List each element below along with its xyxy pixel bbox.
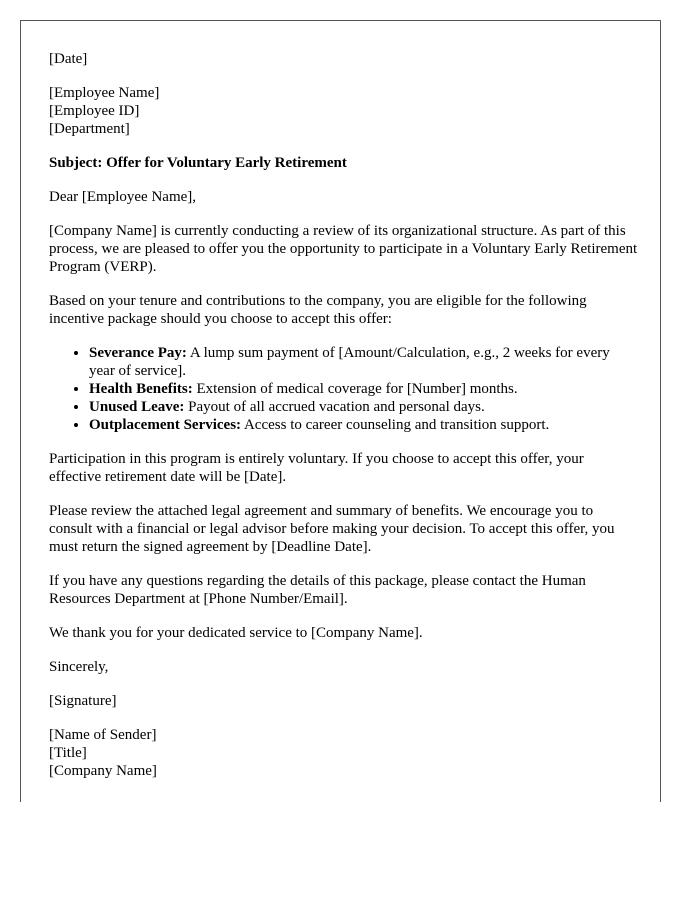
benefit-text: A lump sum payment of [Amount/Calculation, e.g., 2 weeks for every year of service]. xyxy=(89,345,610,379)
recipient-department: [Department] xyxy=(49,121,130,137)
benefit-title: Health Benefits: xyxy=(89,381,193,397)
benefit-title: Unused Leave: xyxy=(89,399,185,415)
benefits-list xyxy=(49,344,639,434)
benefit-text: Payout of all accrued vacation and personal days. xyxy=(184,399,485,415)
paragraph-voluntary: Participation in this program is entirely voluntary. If you choose to accept this offer, your effective retirement date will be [Date]. xyxy=(49,451,584,485)
paragraph-review: Please review the attached legal agreement and summary of benefits. We encourage you to consult with a financial or legal advisor before making your decision. To accept this offer, you must return the signed agreement by [Deadline Date]. xyxy=(49,503,615,555)
letter-subject: Subject: Offer for Voluntary Early Retirement xyxy=(49,155,347,171)
benefit-text: Access to career counseling and transition support. xyxy=(241,417,550,433)
letter-page xyxy=(20,20,661,802)
paragraph-contact: If you have any questions regarding the details of this package, please contact the Human Resources Department at [Phone Number/Email]. xyxy=(49,573,586,607)
paragraph-intro: [Company Name] is currently conducting a review of its organizational structure. As part of this process, we are pleased to offer you the opportunity to participate in a Voluntary Early Retirement Program (VERP). xyxy=(49,223,638,275)
recipient-id: [Employee ID] xyxy=(49,103,140,119)
sender-block xyxy=(49,726,639,780)
benefit-title: Outplacement Services: xyxy=(89,417,242,433)
recipient-name: [Employee Name] xyxy=(49,85,160,101)
list-item-outplacement xyxy=(89,416,639,434)
closing: Sincerely, xyxy=(49,659,109,675)
paragraph-eligibility: Based on your tenure and contributions to the company, you are eligible for the following incentive package should you choose to accept this offer: xyxy=(49,293,587,327)
sender-company: [Company Name] xyxy=(49,763,157,779)
list-item-leave xyxy=(89,398,639,416)
signature: [Signature] xyxy=(49,693,117,709)
recipient-block xyxy=(49,84,639,138)
salutation: Dear [Employee Name], xyxy=(49,189,197,205)
letter-date: [Date] xyxy=(49,51,88,67)
sender-name: [Name of Sender] xyxy=(49,727,157,743)
list-item-health xyxy=(89,380,639,398)
sender-title: [Title] xyxy=(49,745,87,761)
paragraph-thanks: We thank you for your dedicated service to [Company Name]. xyxy=(49,625,423,641)
list-item-severance xyxy=(89,344,639,380)
letter-body xyxy=(49,50,639,796)
benefit-title: Severance Pay: xyxy=(89,345,187,361)
benefit-text: Extension of medical coverage for [Number] months. xyxy=(192,381,518,397)
